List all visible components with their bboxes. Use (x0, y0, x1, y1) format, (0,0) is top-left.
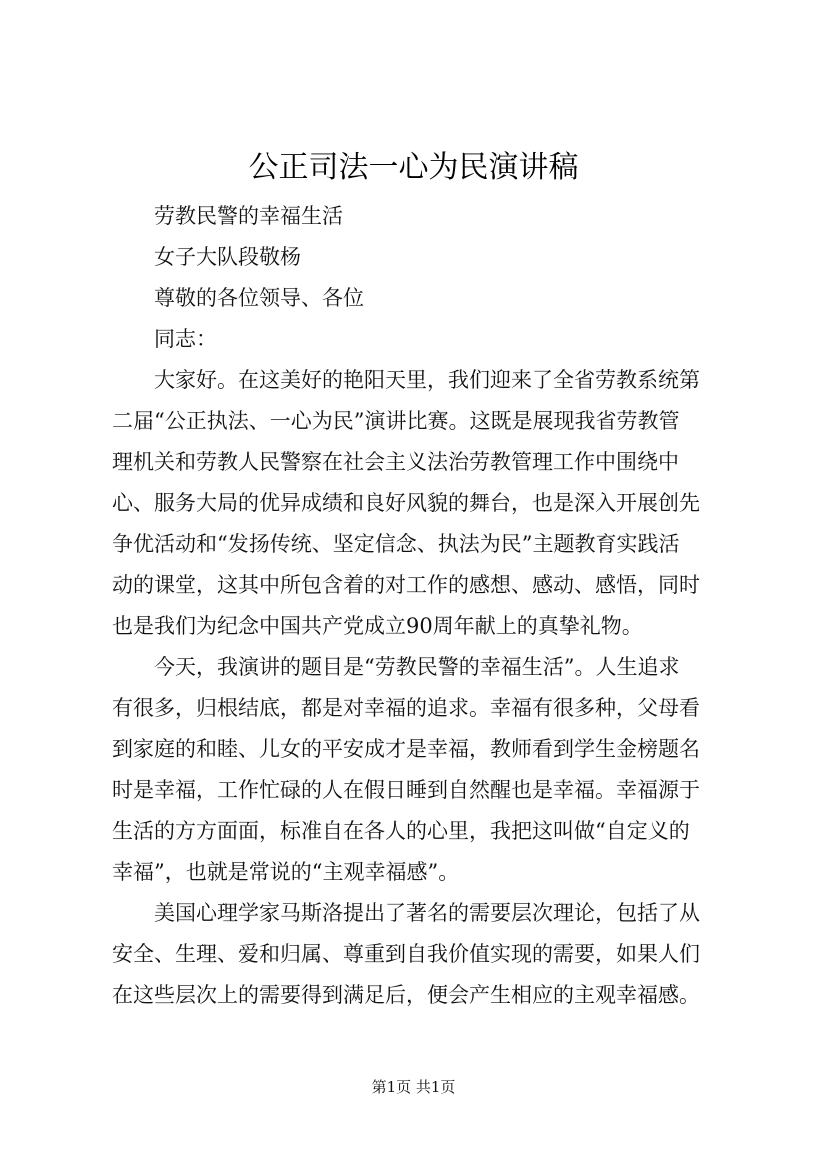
text-line: 幸福”，也就是常说的“主观幸福感”。 (112, 860, 460, 884)
text-line: 生活的方方面面，标准自在各人的心里，我把这叫做“自定义的 (112, 819, 690, 843)
text-line: 二届“公正执法、一心为民”演讲比赛。这既是展现我省劳教管 (112, 409, 680, 433)
document-body (112, 196, 744, 1016)
text-line: 安全、生理、爱和归属、尊重到自我价值实现的需要，如果人们 (112, 942, 700, 966)
text-line: 争优活动和“发扬传统、坚定信念、执法为民”主题教育实践活 (112, 532, 680, 556)
text-line: 美国心理学家马斯洛提出了著名的需要层次理论，包括了从 (154, 901, 700, 925)
text-line: 到家庭的和睦、儿女的平安成才是幸福，教师看到学生金榜题名 (112, 737, 700, 761)
text-line: 理机关和劳教人民警察在社会主义法治劳教管理工作中围绕中 (112, 450, 679, 474)
text-line: 时是幸福，工作忙碌的人在假日睡到自然醒也是幸福。幸福源于 (112, 778, 700, 802)
text-line: 女子大队段敬杨 (154, 245, 301, 269)
page-footer: 第1页 共1页 (371, 1078, 456, 1096)
text-line: 心、服务大局的优异成绩和良好风貌的舞台，也是深入开展创先 (112, 491, 700, 515)
text-line: 劳教民警的幸福生活 (154, 204, 343, 228)
text-line: 大家好。在这美好的艳阳天里，我们迎来了全省劳教系统第 (154, 368, 700, 392)
text-line: 今天，我演讲的题目是“劳教民警的幸福生活”。人生追求 (154, 655, 680, 679)
document-title: 公正司法一心为民演讲稿 (248, 150, 579, 185)
text-line: 也是我们为纪念中国共产党成立90周年献上的真挚礼物。 (112, 614, 643, 638)
text-line: 动的课堂，这其中所包含着的对工作的感想、感动、感悟，同时 (112, 573, 700, 597)
text-line: 同志： (154, 327, 217, 351)
text-line: 在这些层次上的需要得到满足后，便会产生相应的主观幸福感。 (112, 983, 700, 1007)
text-line: 有很多，归根结底，都是对幸福的追求。幸福有很多种，父母看 (112, 696, 700, 720)
text-line: 尊敬的各位领导、各位 (154, 286, 364, 310)
